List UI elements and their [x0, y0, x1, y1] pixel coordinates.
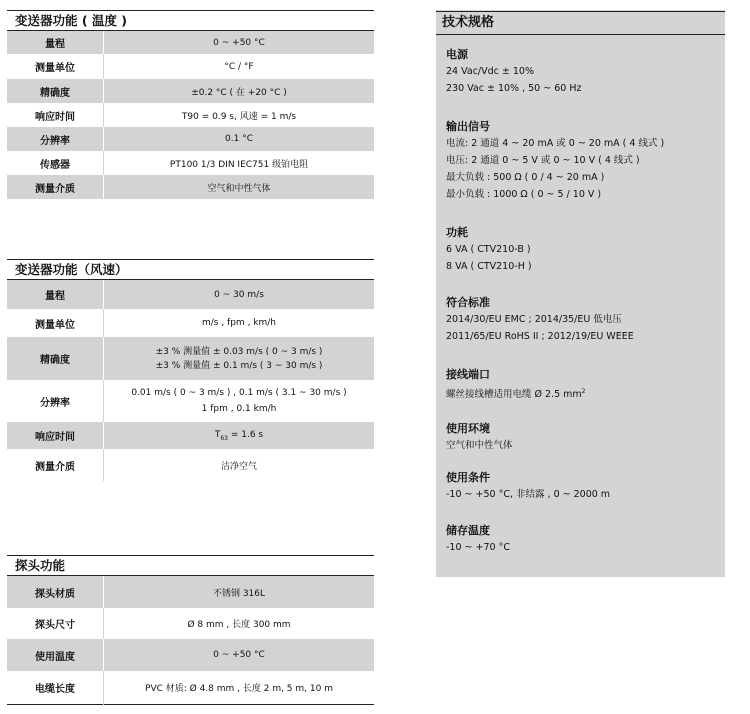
group-line: 8 VA ( CTV210-H ): [446, 261, 532, 272]
connection-text: 螺丝接线槽适用电缆 Ø 2.5 mm: [446, 389, 582, 401]
table-row: [7, 608, 374, 639]
group-title: 功耗: [446, 226, 468, 239]
group-line: [446, 383, 719, 400]
group-title: 输出信号: [446, 120, 490, 133]
row-label: 测量介质: [7, 449, 104, 481]
row-value: PVC 材质: Ø 4.8 mm , 长度 2 m, 5 m, 10 m: [104, 671, 375, 704]
row-label: 响应时间: [7, 422, 104, 449]
accuracy-line-1: ±3 % 测量值 ± 0.03 m/s ( 0 ~ 3 m/s ): [155, 346, 323, 357]
row-value: ±0.2 °C ( 在 +20 °C ): [104, 79, 375, 103]
power-group: [446, 46, 719, 97]
group-title: 使用条件: [446, 471, 490, 484]
group-line: 2014/30/EU EMC ; 2014/35/EU 低电压: [446, 314, 622, 325]
row-value: 0 ~ 30 m/s: [104, 280, 375, 309]
row-label: 精确度: [7, 79, 104, 103]
group-line: -10 ~ +50 °C, 非结露 , 0 ~ 2000 m: [446, 489, 611, 500]
row-label: 分辨率: [7, 127, 104, 151]
row-label: 使用温度: [7, 639, 104, 671]
row-value: T90 = 0.9 s, 风速 = 1 m/s: [104, 103, 375, 127]
probe-section: [7, 555, 374, 705]
group-line: 2011/65/EU RoHS II ; 2012/19/EU WEEE: [446, 331, 634, 342]
row-value: °C / °F: [104, 54, 375, 79]
row-label: 测量单位: [7, 309, 104, 337]
table-row: [7, 31, 374, 54]
table-row: [7, 337, 374, 380]
connection-group: [446, 366, 719, 400]
conditions-group: [446, 469, 719, 503]
row-value: m/s , fpm , km/h: [104, 309, 375, 337]
spec-title: 技术规格: [436, 11, 725, 35]
group-title: 接线端口: [446, 368, 490, 381]
row-value: Ø 8 mm , 长度 300 mm: [104, 608, 375, 639]
row-value: [104, 337, 375, 380]
resolution-line-2: 1 fpm , 0.1 km/h: [201, 404, 277, 414]
table-row: [7, 151, 374, 175]
table-row: [7, 54, 374, 79]
table-row: [7, 309, 374, 337]
wind-section: [7, 259, 374, 481]
section-title: 变送器功能（风速）: [7, 259, 374, 280]
spec-panel: [436, 10, 725, 577]
group-line: 空气和中性气体: [446, 440, 513, 451]
group-line: -10 ~ +70 °C: [446, 542, 510, 553]
group-line: 230 Vac ± 10% , 50 ~ 60 Hz: [446, 83, 582, 94]
row-value: 0.1 °C: [104, 127, 375, 151]
temperature-table: [7, 31, 374, 199]
row-label: 电缆长度: [7, 671, 104, 704]
table-row: [7, 103, 374, 127]
response-t: T: [214, 429, 221, 440]
wind-table: [7, 280, 374, 481]
group-line: 最大负载 : 500 Ω ( 0 / 4 ~ 20 mA ): [446, 172, 605, 183]
group-title: 符合标准: [446, 296, 490, 309]
response-rest: = 1.6 s: [228, 429, 264, 440]
row-label: 测量单位: [7, 54, 104, 79]
consumption-group: [446, 224, 719, 275]
group-title: 电源: [446, 48, 468, 61]
connection-superscript: 2: [581, 388, 586, 395]
table-row: [7, 79, 374, 103]
table-row: [7, 127, 374, 151]
output-group: [446, 118, 719, 203]
probe-table: [7, 576, 374, 705]
row-value: 0 ~ +50 °C: [104, 639, 375, 671]
group-line: 电压: 2 通道 0 ~ 5 V 或 0 ~ 10 V ( 4 线式 ): [446, 155, 640, 166]
row-label: 探头材质: [7, 576, 104, 608]
group-line: 电流: 2 通道 4 ~ 20 mA 或 0 ~ 20 mA ( 4 线式 ): [446, 138, 665, 149]
row-label: 传感器: [7, 151, 104, 175]
row-label: 量程: [7, 31, 104, 54]
section-title: 探头功能: [7, 555, 374, 576]
section-title: 变送器功能 ( 温度 ): [7, 10, 374, 31]
row-label: 探头尺寸: [7, 608, 104, 639]
row-label: 分辨率: [7, 380, 104, 422]
group-line: 24 Vac/Vdc ± 10%: [446, 66, 534, 77]
group-title: 使用环境: [446, 422, 490, 435]
row-value: 不锈钢 316L: [104, 576, 375, 608]
row-label: 量程: [7, 280, 104, 309]
row-value: 洁净空气: [104, 449, 375, 481]
accuracy-line-2: ±3 % 测量值 ± 0.1 m/s ( 3 ~ 30 m/s ): [155, 360, 323, 371]
row-value: [104, 422, 375, 449]
temperature-section: [7, 10, 374, 199]
group-title: 储存温度: [446, 524, 490, 537]
table-row: [7, 422, 374, 449]
storage-group: [446, 522, 719, 556]
row-label: 精确度: [7, 337, 104, 380]
resolution-line-1: 0.01 m/s ( 0 ~ 3 m/s ) , 0.1 m/s ( 3.1 ~ 30 m/s ): [131, 388, 347, 398]
row-label: 测量介质: [7, 175, 104, 199]
table-row: [7, 280, 374, 309]
response-subscript: 63: [220, 434, 228, 442]
table-row: [7, 576, 374, 608]
group-line: 6 VA ( CTV210-B ): [446, 244, 531, 255]
standards-group: [446, 294, 719, 345]
table-row: [7, 639, 374, 671]
row-value: 空气和中性气体: [104, 175, 375, 199]
table-row: [7, 175, 374, 199]
table-row: [7, 380, 374, 422]
row-value: [104, 380, 375, 422]
row-label: 响应时间: [7, 103, 104, 127]
row-value: PT100 1/3 DIN IEC751 级铂电阻: [104, 151, 375, 175]
table-row: [7, 449, 374, 481]
group-line: 最小负载 : 1000 Ω ( 0 ~ 5 / 10 V ): [446, 189, 602, 200]
row-value: 0 ~ +50 °C: [104, 31, 375, 54]
environment-group: [446, 420, 719, 454]
table-row: [7, 671, 374, 704]
